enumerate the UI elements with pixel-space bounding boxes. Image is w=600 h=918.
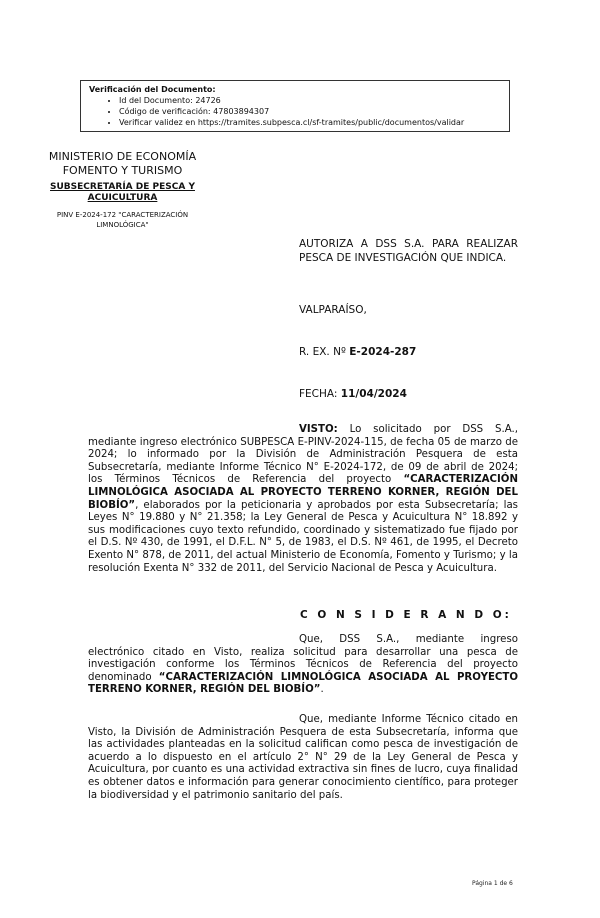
visto-project-name: “CARACTERIZACIÓN LIMNOLÓGICA ASOCIADA AL PROYECTO TERRENO KORNER, REGIÓN DEL BIOBÍO” (88, 474, 518, 511)
ministry-name (30, 150, 215, 178)
resolution-label: R. EX. Nº (299, 346, 346, 358)
visto-text-b: , elaborados por la peticionaria y aprobados por esta Subsecretaría; las Leyes N° 19.880 y N° 21.358; la Ley General de Pesca y Acuicultura N° 18.892 y sus modificaciones cuyo texto refundido, coordinado y sistematizado fue fijado por el D.S. Nº 430, de 1991, el D.F.L. N° 5, de 1983, el D.S. Nº 461, de 1995, el Decreto Exento N° 878, de 2011, del actual Ministerio de Economía, Fomento y Turismo; y la resolución Exenta N° 332 de 2011, del Servicio Nacional de Pesca y Acuicultura. (88, 499, 518, 574)
considerando-paragraph-2: Que, mediante Informe Técnico citado en Visto, la División de Administración Pesquera de esta Subsecretaría, informa que las actividades planteadas en la solicitud califican como pesca de investigación de acuerdo a lo dispuesto en el artículo 2° N° 29 de la Ley General de Pesca y Acuicultura, por cuanto es una actividad extractiva sin fines de lucro, cuya finalidad es obtener datos e información para generar conocimiento científico, para proteger la biodiversidad y el patrimonio sanitario del país. (88, 714, 518, 801)
ministry-line-1: MINISTERIO DE ECONOMÍA (48, 150, 197, 163)
subsecretaria-name: SUBSECRETARÍA DE PESCA Y ACUICULTURA (50, 182, 195, 203)
page-number: Página 1 de 6 (472, 880, 513, 887)
reference-code: PINV E-2024-172 "CARACTERIZACIÓN LIMNOLÓGICA" (56, 211, 189, 229)
verification-list (89, 95, 501, 128)
considerando-p1-end: . (320, 684, 324, 696)
visto-text-a: Lo solicitado por DSS S.A., mediante ingreso electrónico SUBPESCA E-PINV-2024-115, de fecha 05 de marzo de 2024; lo informado por la División de Administración Pesquera de esta Subsecretaría, mediante Informe Técnico N° E-2024-172, de 09 de abril de 2024; los Términos Técnicos de Referencia del proyecto (88, 424, 518, 486)
considerando-paragraph-1 (88, 634, 518, 697)
verification-item-code: • Código de verificación: 47803894307 (119, 106, 501, 117)
resolution-summary: AUTORIZA A DSS S.A. PARA REALIZAR PESCA DE INVESTIGACIÓN QUE INDICA. (299, 238, 518, 264)
verification-item-link[interactable]: • Verificar validez en https://tramites.subpesca.cl/sf-tramites/public/documentos/validar (119, 117, 501, 128)
verification-item-id: • Id del Documento: 24726 (119, 95, 501, 106)
considerando-p1-text: Que, DSS S.A., mediante ingreso electrónico citado en Visto, realiza solicitud para desarrollar una pesca de investigación conforme los Términos Técnicos de Referencia del proyecto denominado (88, 634, 518, 683)
visto-label: VISTO: (299, 424, 338, 435)
ministry-line-2: FOMENTO Y TURISMO (62, 164, 183, 177)
date-value: 11/04/2024 (340, 388, 407, 400)
verification-box (80, 80, 510, 132)
visto-paragraph (88, 424, 518, 575)
resolution-number (299, 346, 416, 358)
resolution-date (299, 388, 407, 400)
location: VALPARAÍSO, (299, 304, 367, 316)
verification-title: Verificación del Documento: (89, 85, 216, 94)
considerando-heading: C O N S I D E R A N D O: (300, 609, 512, 621)
date-label: FECHA: (299, 388, 338, 400)
resolution-value: E-2024-287 (349, 346, 417, 358)
considerando-p1-project: “CARACTERIZACIÓN LIMNOLÓGICA ASOCIADA AL PROYECTO TERRENO KORNER, REGIÓN DEL BIOBÍO” (88, 671, 518, 696)
